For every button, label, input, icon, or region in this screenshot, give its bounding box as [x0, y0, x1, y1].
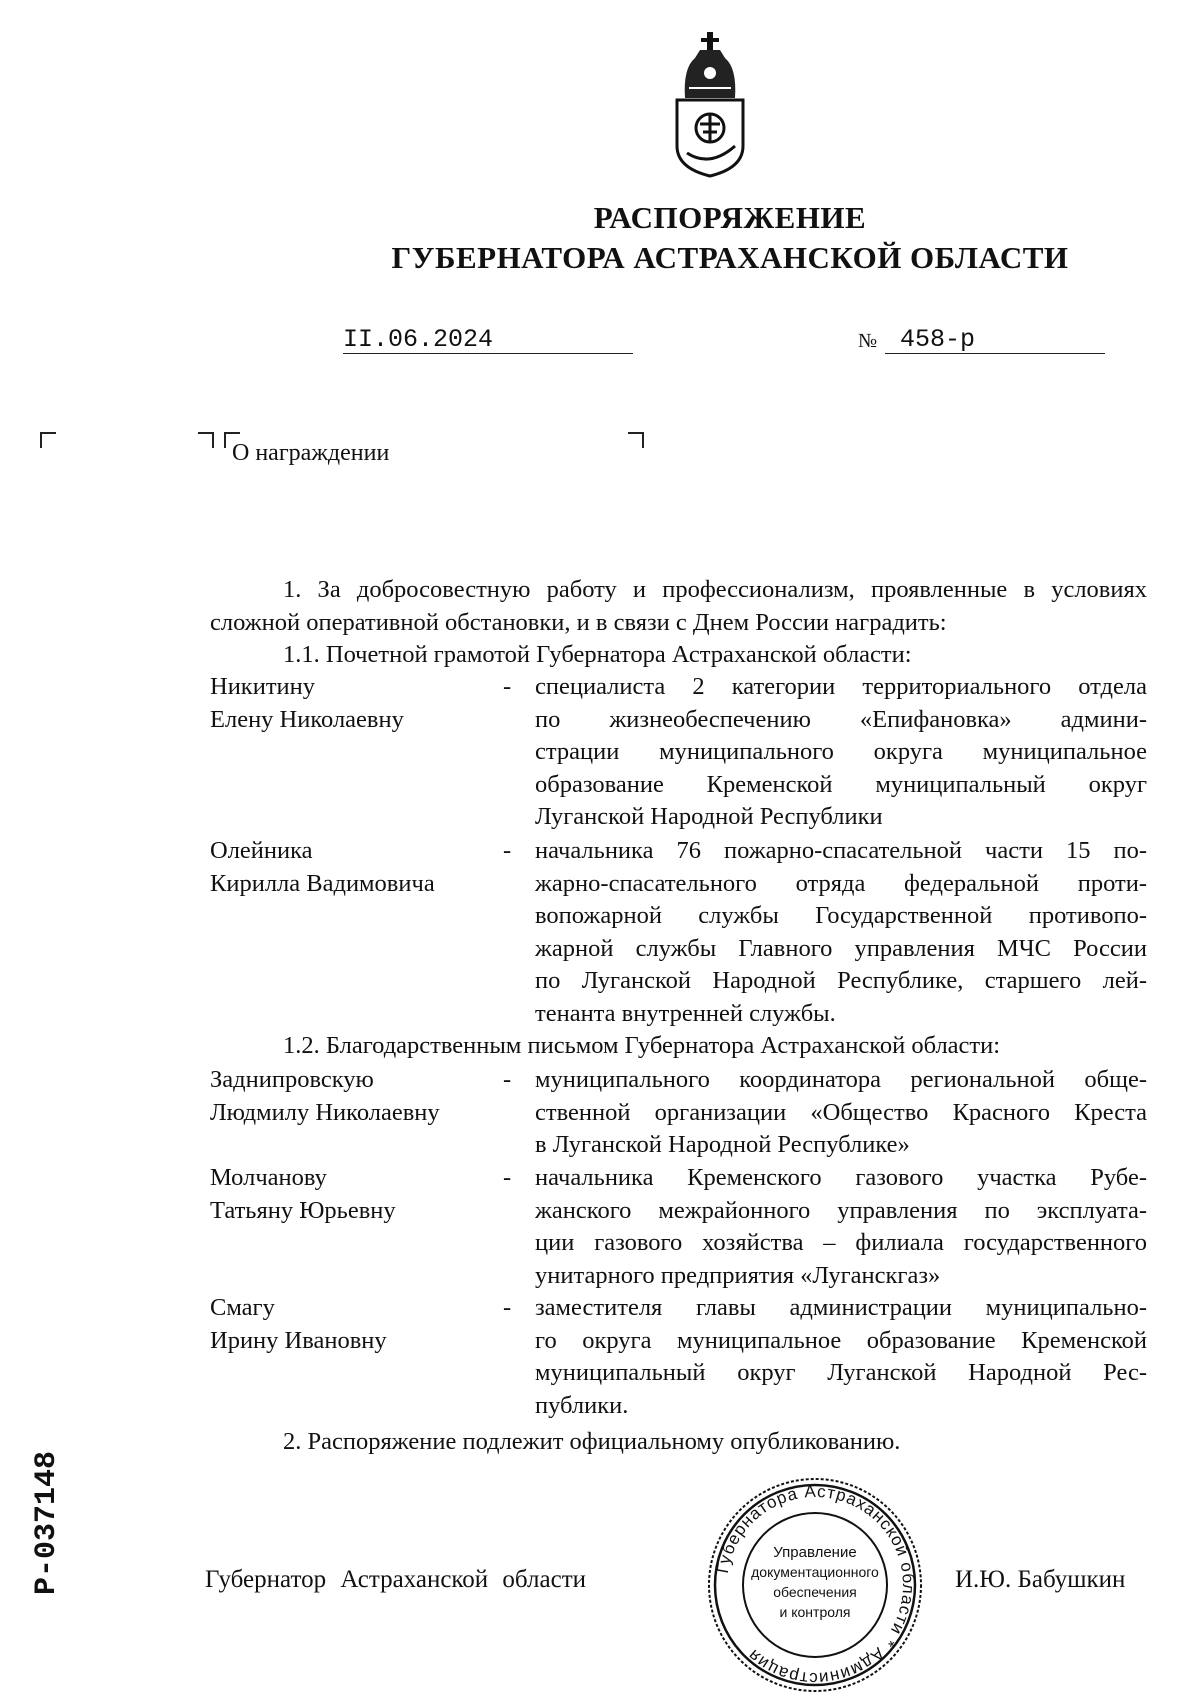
document-type-title: РАСПОРЯЖЕНИЕ	[593, 200, 867, 235]
svg-text:обеспечения: обеспечения	[773, 1584, 857, 1600]
person-position: начальника 76 пожарно-спасательной части 15 по- жарно-спасательного отряда федеральной проти- вопожарной службы Государственной противопо- жарной службы Главного управления МЧС России по Луганской Народной Республике, старшего лей- тенанта внутренней службы.	[535, 837, 1147, 1027]
corner-mark-subject-right	[628, 432, 644, 448]
person-surname: Молчанову	[210, 1164, 327, 1191]
person-surname: Никитину	[210, 673, 315, 700]
person-position: специалиста 2 категории территориального отдела по жизнеобеспечению «Епифановка» админи- страции муниципального округа муниципальное образование Кременской муниципальный округ Луганской Народной Республики	[535, 673, 1147, 830]
entry-dash: -	[503, 1294, 512, 1321]
person-surname: Заднипровскую	[210, 1066, 374, 1093]
issuer-title: ГУБЕРНАТОРА АСТРАХАНСКОЙ ОБЛАСТИ	[391, 240, 1069, 275]
document-number: 458-р	[900, 325, 976, 354]
svg-text:Управление: Управление	[773, 1544, 857, 1561]
date-underline	[343, 353, 633, 354]
corner-mark-subject-left	[198, 432, 214, 448]
person-given-name: Татьяну Юрьевну	[210, 1196, 396, 1224]
person-position: муниципального координатора региональной обще- ственной организации «Общество Красного Креста в Луганской Народной Республике»	[535, 1066, 1147, 1158]
document-subject: О награждении	[232, 440, 390, 466]
svg-text:и контроля: и контроля	[779, 1604, 851, 1620]
person-position: начальника Кременского газового участка Рубе- жанского межрайонного управления по эксплуата- ции газового хозяйства – филиала государственного унитарного предприятия «Луганскгаз»	[535, 1164, 1147, 1289]
section-1-2-heading: 1.2. Благодарственным письмом Губернатора Астраханской области:	[283, 1032, 1001, 1059]
signatory-position: Губернатор Астраханской области	[205, 1566, 587, 1593]
svg-text:Губернатора Астраханской облас: Губернатора Астраханской области * Администрация	[712, 1481, 919, 1689]
section-1-1-heading: 1.1. Почетной грамотой Губернатора Астраханской области:	[283, 641, 912, 668]
official-stamp	[705, 1475, 925, 1695]
signatory-name: И.Ю. Бабушкин	[955, 1566, 1126, 1593]
corner-mark-left	[40, 432, 56, 448]
person-given-name: Елену Николаевну	[210, 705, 404, 733]
person-surname: Олейника	[210, 837, 313, 864]
entry-dash: -	[503, 673, 512, 700]
svg-text:документационного: документационного	[751, 1564, 879, 1580]
intro-paragraph: 1. За добросовестную работу и профессионализм, проявленные в условиях сложной оперативной обстановки, и в связи с Днем России наградить:	[210, 576, 1147, 636]
person-given-name: Ирину Ивановну	[210, 1326, 387, 1354]
number-underline	[885, 353, 1105, 354]
number-sign: №	[858, 330, 878, 352]
coat-of-arms-emblem	[665, 28, 755, 178]
entry-dash: -	[503, 1164, 512, 1191]
clause-2: 2. Распоряжение подлежит официальному опубликованию.	[283, 1428, 901, 1455]
person-given-name: Кирилла Вадимовича	[210, 869, 435, 897]
document-date: II.06.2024	[343, 325, 494, 354]
person-position: заместителя главы администрации муниципально- го округа муниципальное образование Кременской муниципальный округ Луганской Народной Рес- публики.	[535, 1294, 1147, 1419]
entry-dash: -	[503, 837, 512, 864]
person-given-name: Людмилу Николаевну	[210, 1098, 440, 1126]
entry-dash: -	[503, 1066, 512, 1093]
serial-number: Р-037148	[30, 1450, 64, 1595]
person-surname: Смагу	[210, 1294, 275, 1321]
